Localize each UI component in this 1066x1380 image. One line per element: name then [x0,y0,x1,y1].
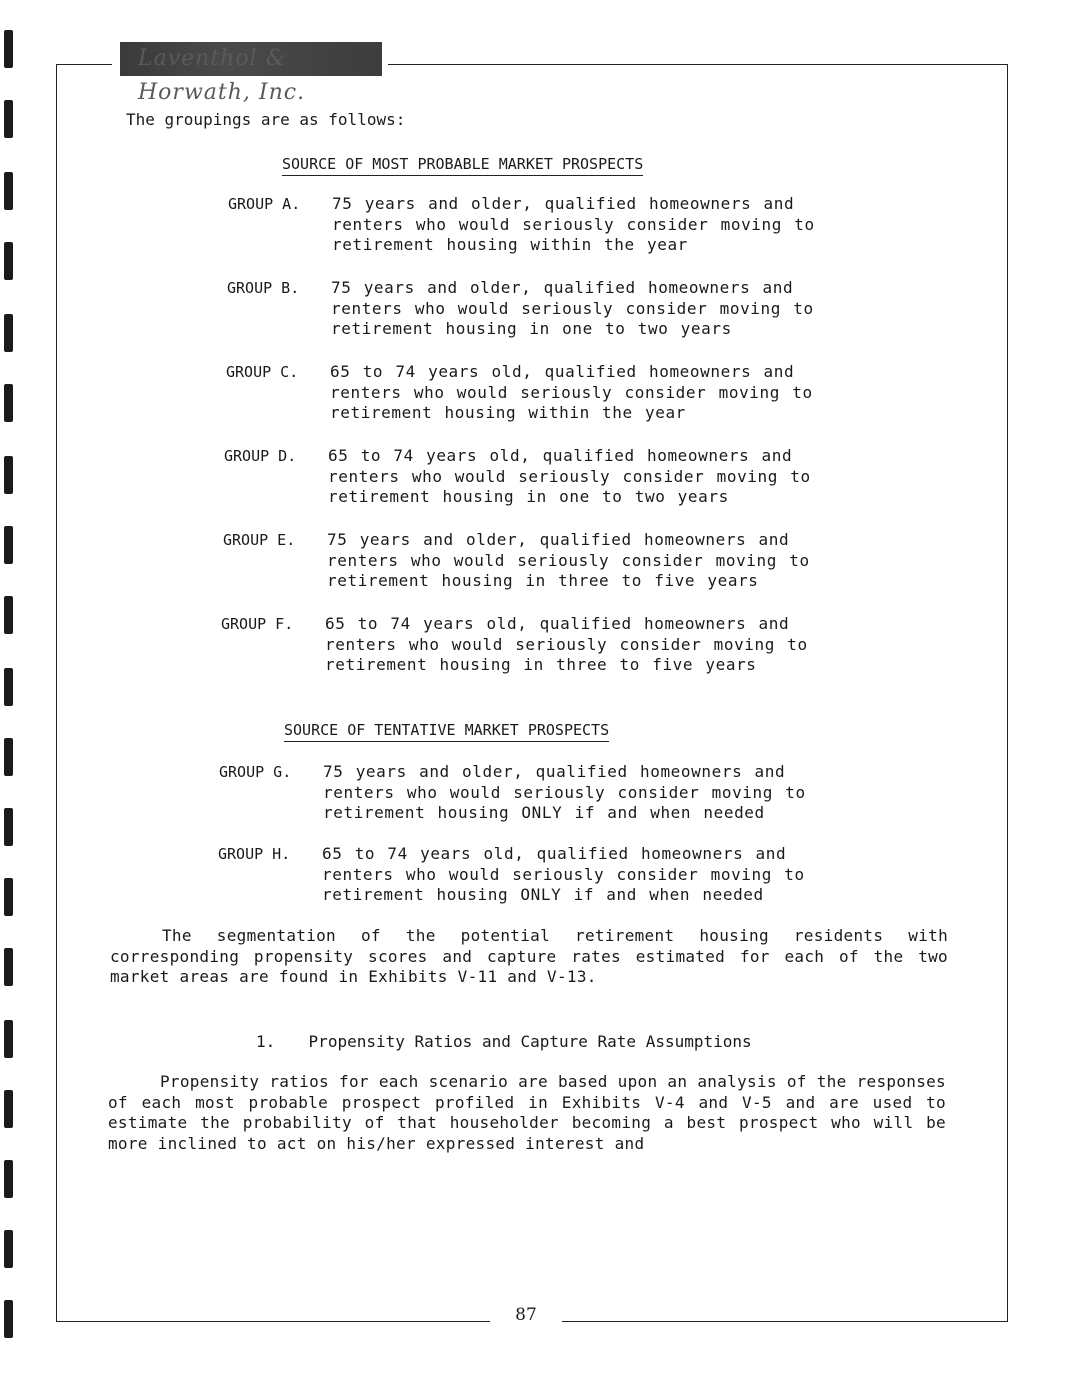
binder-hole [4,948,13,986]
binder-hole [4,1230,13,1268]
page-number: 87 [515,1305,537,1325]
group-label: GROUP A. [228,195,301,213]
propensity-paragraph: Propensity ratios for each scenario are based upon an analysis of the responses of each most probable prospect profiled in Exhibits V-4 and V-5 and are used to estimate the probability of that householder becoming a best prospect who will be more inclined to act on his/her expressed interest and [108,1072,946,1153]
binder-hole [4,172,13,210]
binder-hole [4,30,13,68]
group-description: 75 years and older, qualified homeowners and renters who would seriously consider moving to retirement housing ONLY if and when needed [323,762,806,822]
segmentation-paragraph: The segmentation of the potential retirement housing residents with corresponding propensity scores and capture rates estimated for each of the two market areas are found in Exhibits V-11 and V-13. [110,926,948,986]
binder-hole [4,456,13,494]
binder-hole [4,1020,13,1058]
intro-text: The groupings are as follows: [126,110,406,129]
binder-hole [4,314,13,352]
binder-hole [4,1300,13,1338]
section-heading-tentative: SOURCE OF TENTATIVE MARKET PROSPECTS [284,720,609,742]
binder-hole [4,242,13,280]
group-description: 75 years and older, qualified homeowners and renters who would seriously consider moving to retirement housing within the year [332,194,815,254]
binder-hole [4,738,13,776]
company-logo: Laventhol & Horwath, Inc. [120,42,382,76]
group-label: GROUP B. [227,279,300,297]
subsection-number: 1. [256,1032,276,1051]
group-label: GROUP H. [218,845,291,863]
group-description: 75 years and older, qualified homeowners and renters who would seriously consider moving to retirement housing in three to five years [327,530,810,590]
binder-hole [4,878,13,916]
group-description: 65 to 74 years old, qualified homeowners and renters who would seriously consider moving to retirement housing in one to two years [328,446,811,506]
subsection-heading [256,1032,752,1052]
binder-hole [4,1160,13,1198]
group-description: 65 to 74 years old, qualified homeowners and renters who would seriously consider moving to retirement housing within the year [330,362,813,422]
binder-hole [4,668,13,706]
group-label: GROUP G. [219,763,292,781]
binder-hole [4,808,13,846]
group-label: GROUP F. [221,615,294,633]
group-label: GROUP D. [224,447,297,465]
binder-hole [4,1090,13,1128]
binder-hole [4,596,13,634]
group-description: 65 to 74 years old, qualified homeowners and renters who would seriously consider moving to retirement housing ONLY if and when needed [322,844,805,904]
group-description: 75 years and older, qualified homeowners and renters who would seriously consider moving to retirement housing in one to two years [331,278,814,338]
binder-hole [4,526,13,564]
group-label: GROUP E. [223,531,296,549]
subsection-title: Propensity Ratios and Capture Rate Assumptions [308,1032,752,1051]
group-label: GROUP C. [226,363,299,381]
section-heading-probable: SOURCE OF MOST PROBABLE MARKET PROSPECTS [282,154,643,176]
binder-holes [0,0,40,1380]
binder-hole [4,100,13,138]
binder-hole [4,384,13,422]
group-description: 65 to 74 years old, qualified homeowners and renters who would seriously consider moving to retirement housing in three to five years [325,614,808,674]
